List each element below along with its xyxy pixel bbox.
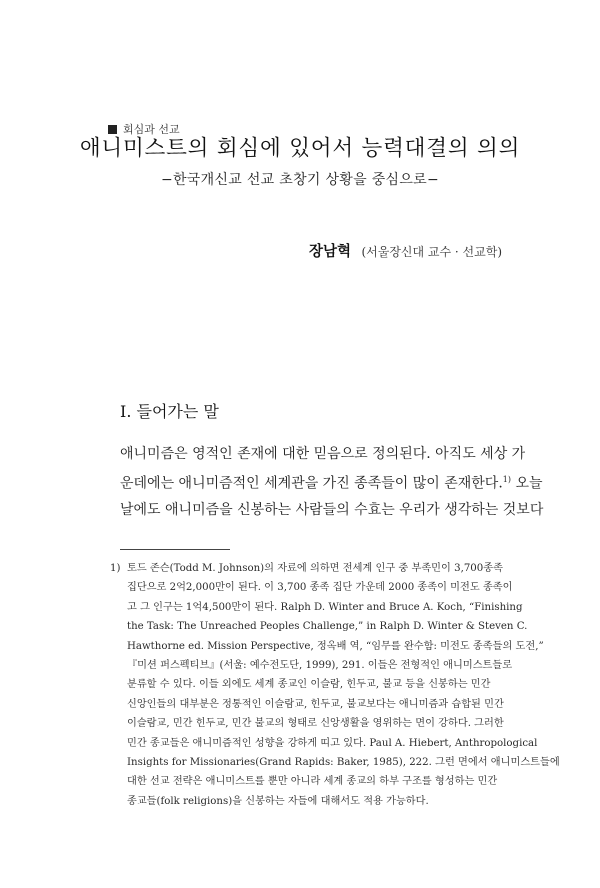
body-line: 애니미즘은 영적인 존재에 대한 믿음으로 정의된다. 아직도 세상 가 xyxy=(120,446,526,462)
footnote-line-text: 토드 존슨(Todd M. Johnson)의 자료에 의하면 전세계 인구 중 부족민이 3,700종족 xyxy=(127,563,503,574)
footnote-line: 고 그 인구는 1억4,500만이 된다. Ralph D. Winter and Bruce A. Koch, “Finishing xyxy=(127,601,523,613)
author-affiliation: (서울장신대 교수 · 선교학) xyxy=(361,245,502,259)
footnote-line: 신앙인들의 대부분은 정통적인 이슬람교, 힌두교, 불교보다는 애니미즘과 습합된 민간 xyxy=(127,698,504,710)
footnote-line: 종교들(folk religions)을 신봉하는 자들에 대해서도 적용 가능하다. xyxy=(127,795,429,807)
article-title: 애니미스트의 회심에 있어서 능력대결의 의의 xyxy=(79,136,521,161)
footnote-line: 이슬람교, 민간 힌두교, 민간 불교의 형태로 신앙생활을 영위하는 면이 강하다. 그러한 xyxy=(127,718,504,730)
footnote xyxy=(110,559,560,811)
footnote-line: 분류할 수 있다. 이들 외에도 세계 종교인 이슬람, 힌두교, 불교 등을 신봉하는 민간 xyxy=(127,679,491,691)
footnote-line: 민간 종교들은 애니미즘적인 성향을 강하게 띠고 있다. Paul A. Hiebert, Anthropological xyxy=(127,737,538,749)
body-line: 날에도 애니미즘을 신봉하는 사람들의 수효는 우리가 생각하는 것보다 xyxy=(120,501,544,518)
author-line xyxy=(309,240,502,261)
body-line-text: 운데에는 애니미즘적인 세계관을 가진 종족들이 많이 존재한다. xyxy=(120,475,503,492)
footnote-line: 『미션 퍼스펙티브』(서울: 예수전도단, 1999), 291. 이들은 전형적인 애니미스트들로 xyxy=(127,660,513,672)
body-paragraph xyxy=(120,441,544,523)
author-name: 장남혁 xyxy=(308,243,351,260)
footnote-line: 대한 선교 전략은 애니미스트를 뿐만 아니라 세계 종교의 하부 구조를 형성하는 민간 xyxy=(127,776,498,788)
section-heading: I. 들어가는 말 xyxy=(120,402,219,421)
footnote-number: 1) xyxy=(110,563,121,574)
body-line xyxy=(120,467,543,497)
article-subtitle: −한국개신교 선교 초창기 상황을 중심으로− xyxy=(160,172,440,188)
section-label-text: 회심과 선교 xyxy=(123,123,180,136)
footnote-reference[interactable]: 1) xyxy=(502,475,511,484)
footnote-line: the Task: The Unreached Peoples Challenge,” in Ralph D. Winter & Steven C. xyxy=(127,621,528,633)
footnote-line: Hawthorne ed. Mission Perspective, 정옥배 역, “임무를 완수함: 미전도 종족들의 도전,” xyxy=(127,640,544,652)
footnote-line xyxy=(110,559,504,578)
footnote-line: Insights for Missionaries(Grand Rapids: Baker, 1985), 222. 그런 면에서 애니미스트들에 xyxy=(127,757,560,769)
body-line-tail: 오늘 xyxy=(511,475,543,492)
footnote-divider xyxy=(120,549,230,550)
footnote-line: 집단으로 2억2,000만이 된다. 이 3,700 종족 집단 가운데 2000 종족이 미전도 종족이 xyxy=(127,582,513,594)
